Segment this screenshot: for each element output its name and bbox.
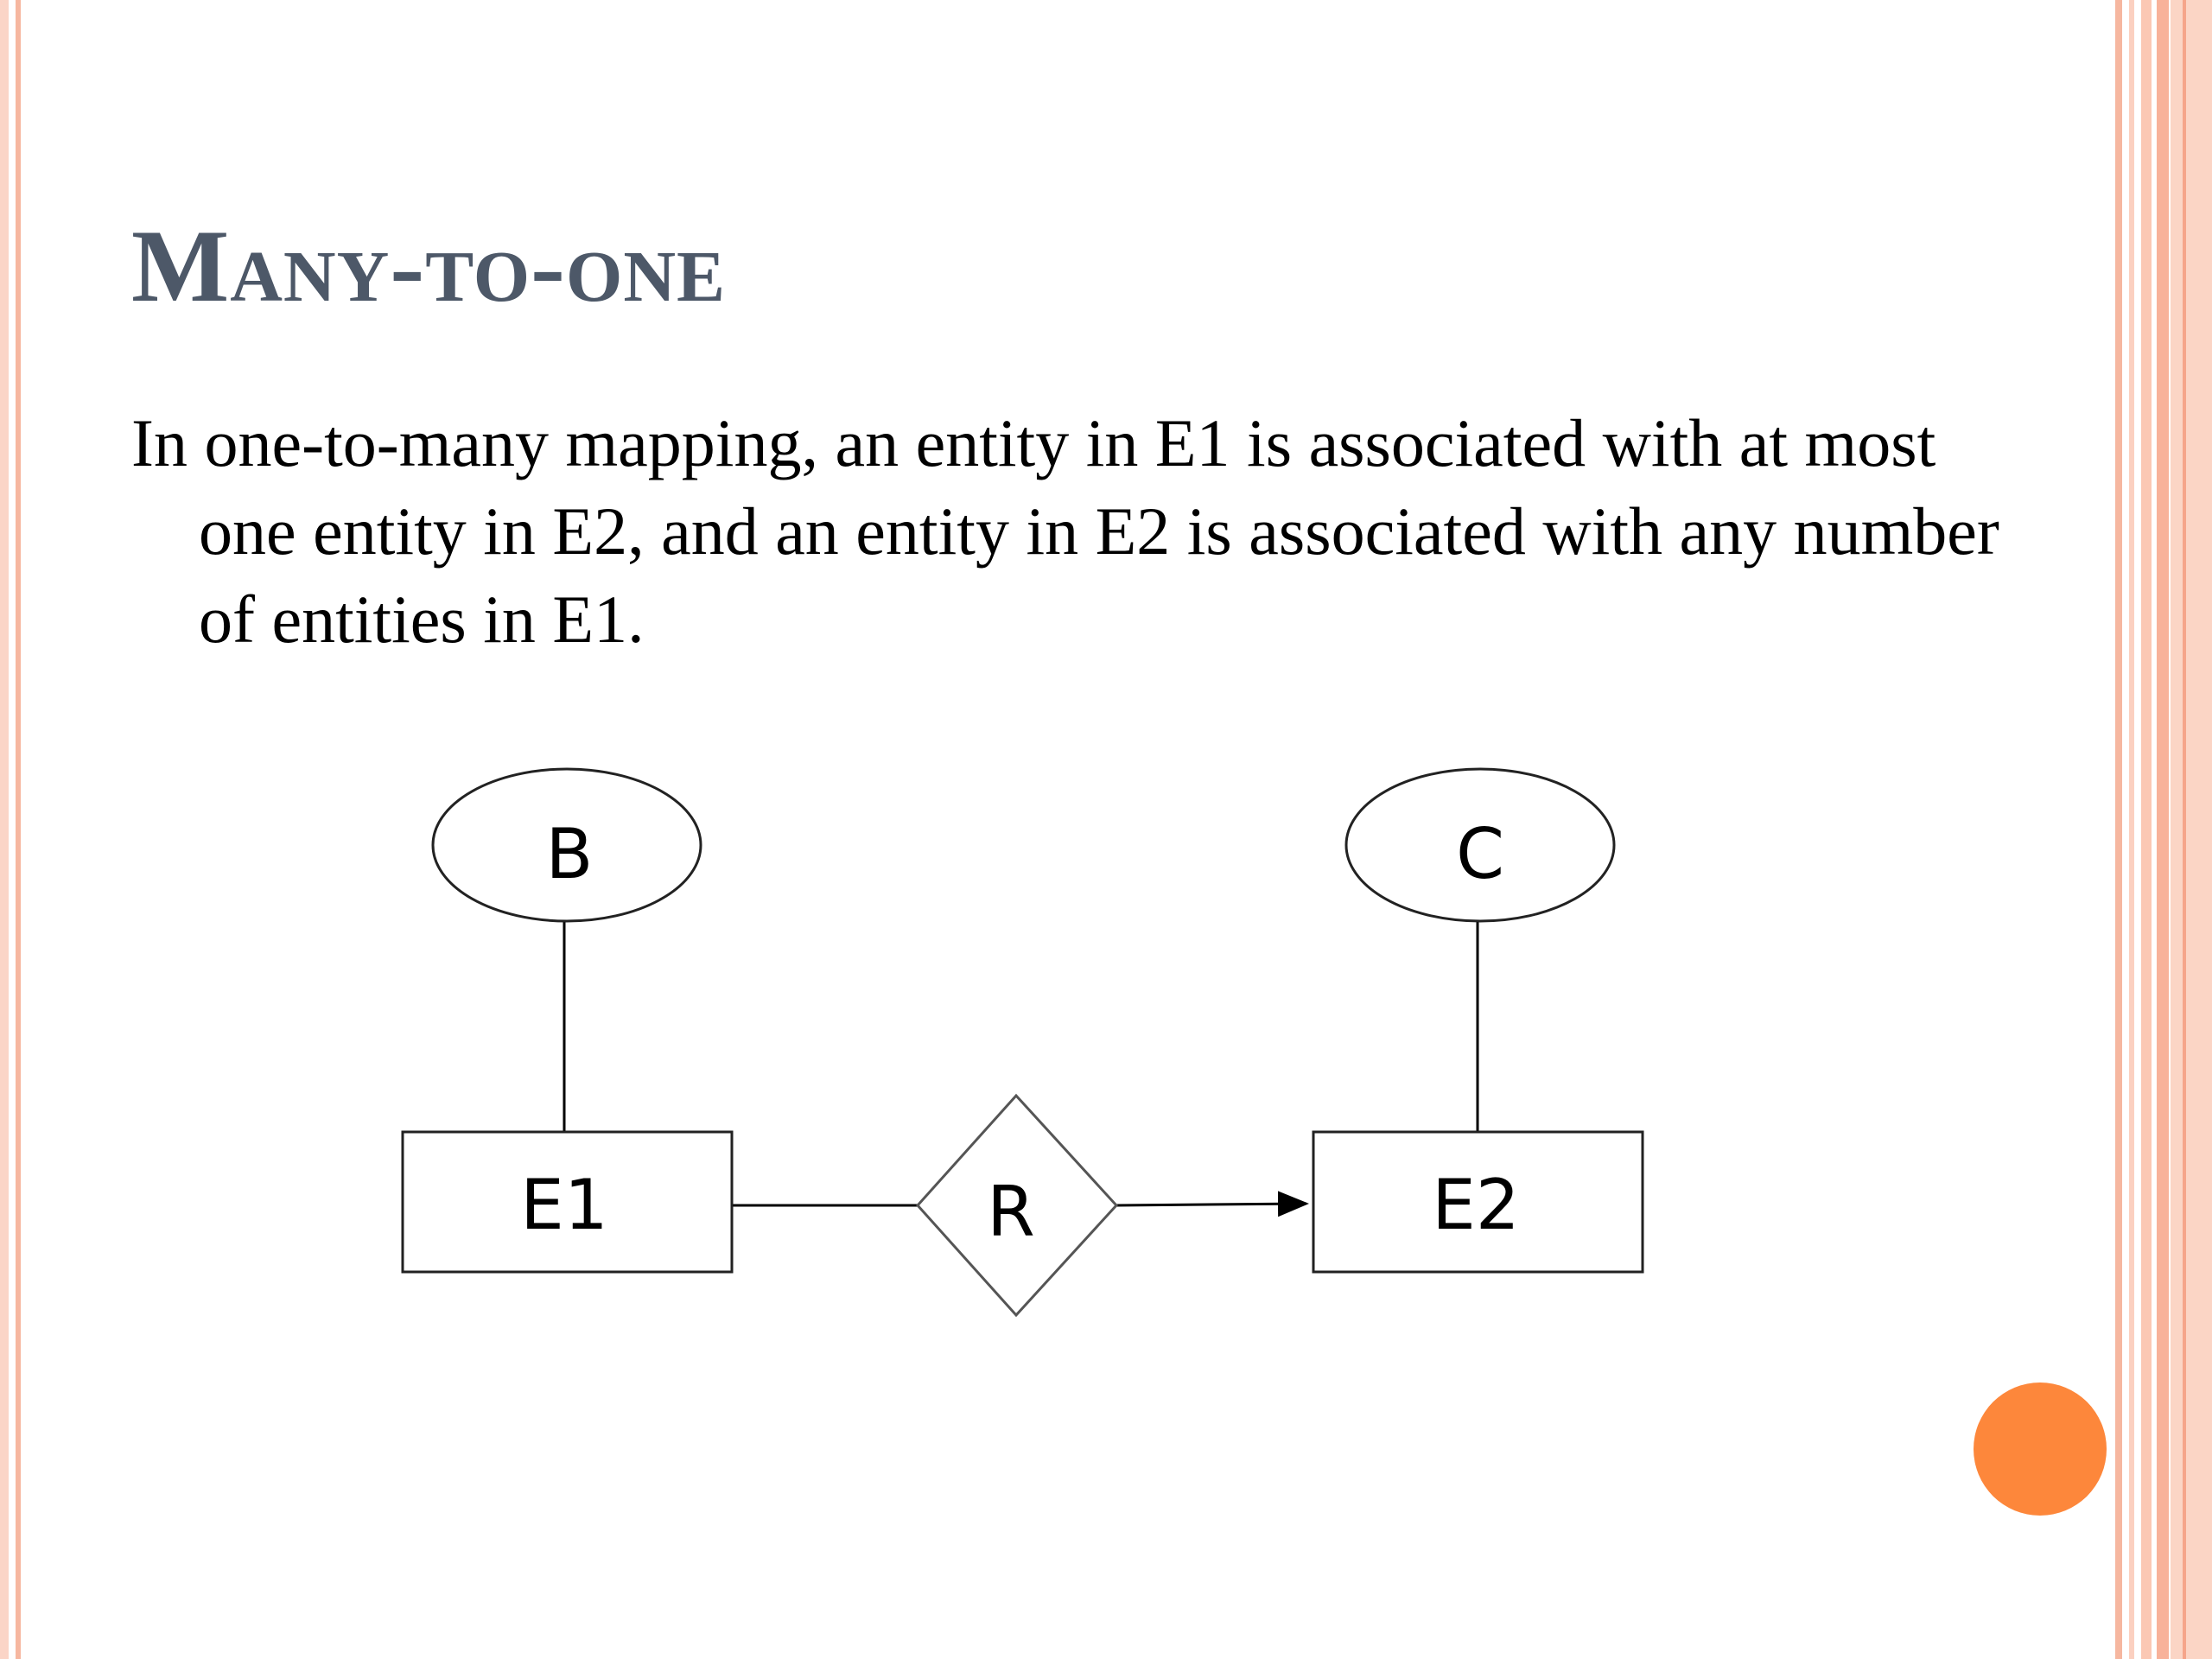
- attribute-c-label: C: [1456, 814, 1504, 894]
- accent-dot: [1974, 1382, 2107, 1516]
- connector-r-e2-arrow: [1116, 1204, 1306, 1205]
- relationship-r-label: R: [987, 1172, 1035, 1252]
- slide-body-text: In one-to-many mapping, an entity in E1 is associated with at most one entity in E2, and an entity in E2 is associated with any number of entities in E1.: [131, 405, 1999, 657]
- slide-title: Many-to-one: [131, 208, 727, 323]
- attribute-b-label: B: [545, 814, 594, 894]
- entity-e1-label: E1: [520, 1165, 608, 1245]
- entity-e2-label: E2: [1432, 1165, 1520, 1245]
